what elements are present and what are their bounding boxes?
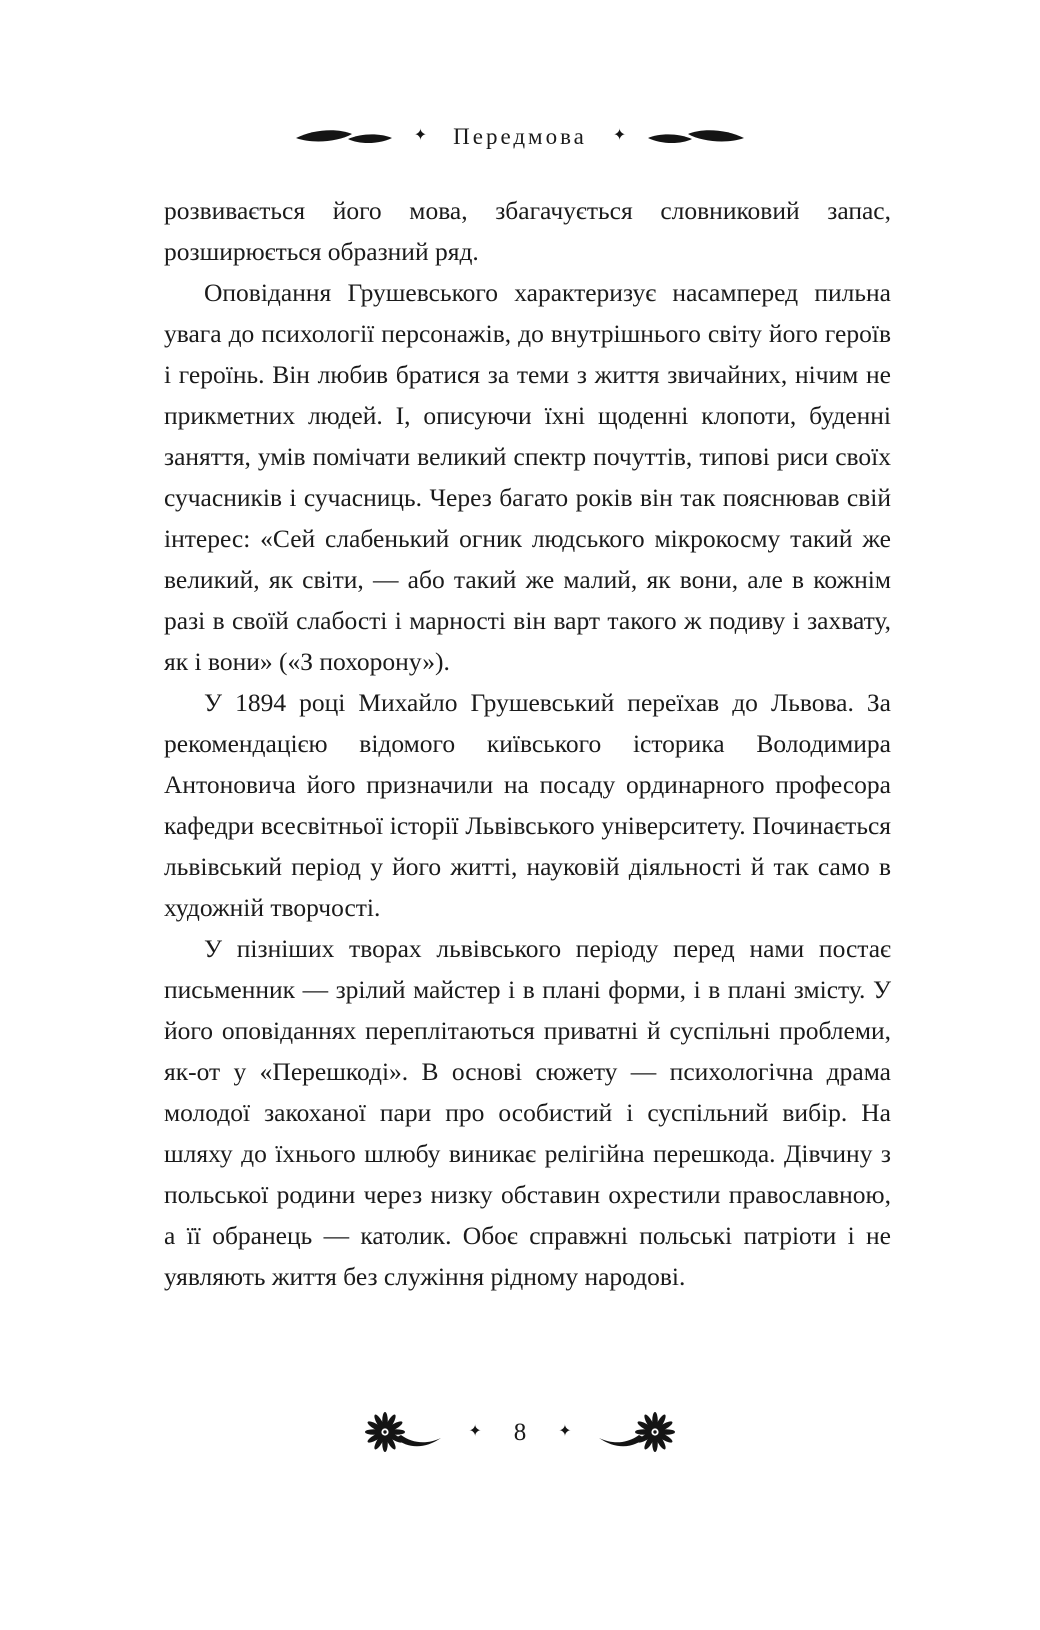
- diamond-icon: ✦: [413, 127, 428, 144]
- diamond-icon: ✦: [468, 1423, 482, 1440]
- paragraph: У пізніших творах львівського періоду перед нами постає письменник — зрілий майстер і в плані форми, і в плані змісту. У його оповіданнях переплітаються приватні й суспільні проблеми, як-от у «Перешкоді». В основі сюжету — психологічна драма молодої закоханої пари про особистий і суспільний вибір. На шляху до їхнього шлюбу виникає релігійна перешкода. Дівчину з польської родини через низку обставин охрестили православною, а її обранець — католик. Обоє справжні польські патріоти і не уявляють життя без служіння рідному народові.: [164, 934, 891, 1291]
- page-footer: [0, 1412, 1040, 1454]
- paragraph: У 1894 році Михайло Грушевський переїхав до Львова. За рекомендацією відомого київського історика Володимира Антоновича його призначили на посаду ординарного професора кафедри всесвітньої історії Львівського університету. Починається львівський період у його житті, науковій діяльності й так само в художній творчості.: [164, 688, 891, 922]
- text-block: [164, 190, 891, 1297]
- flower-flourish-right-icon: [598, 1412, 676, 1454]
- flower-flourish-left-icon: [364, 1412, 442, 1454]
- page-number: 8: [513, 1419, 527, 1446]
- running-head: [0, 122, 1040, 152]
- leaf-ornament-right-icon: [646, 126, 746, 148]
- diamond-icon: ✦: [558, 1423, 572, 1440]
- paragraph: Оповідання Грушевського характеризує насамперед пильна увага до психології персонажів, до внутрішнього світу його героїв і героїнь. Він любив братися за теми з життя звичайних, нічим не прикметних людей. І, описуючи їхні щоденні клопоти, буденні заняття, умів помічати великий спектр почуттів, типові риси своїх сучасників і сучасниць. Через багато років він так пояснював свій інтерес: «Сей слабенький огник людського мікрокосму такий же великий, як світи, — або такий же малий, як вони, але в кожнім разі в своїй слабості і марності він варт такого ж подиву і захвату, як і вони» («З похорону»).: [164, 278, 891, 676]
- chapter-heading: Передмова: [453, 124, 587, 149]
- diamond-icon: ✦: [612, 127, 627, 144]
- paragraph: розвивається його мова, збагачується словниковий запас, розширюється образний ряд.: [164, 196, 891, 266]
- leaf-ornament-left-icon: [294, 126, 394, 148]
